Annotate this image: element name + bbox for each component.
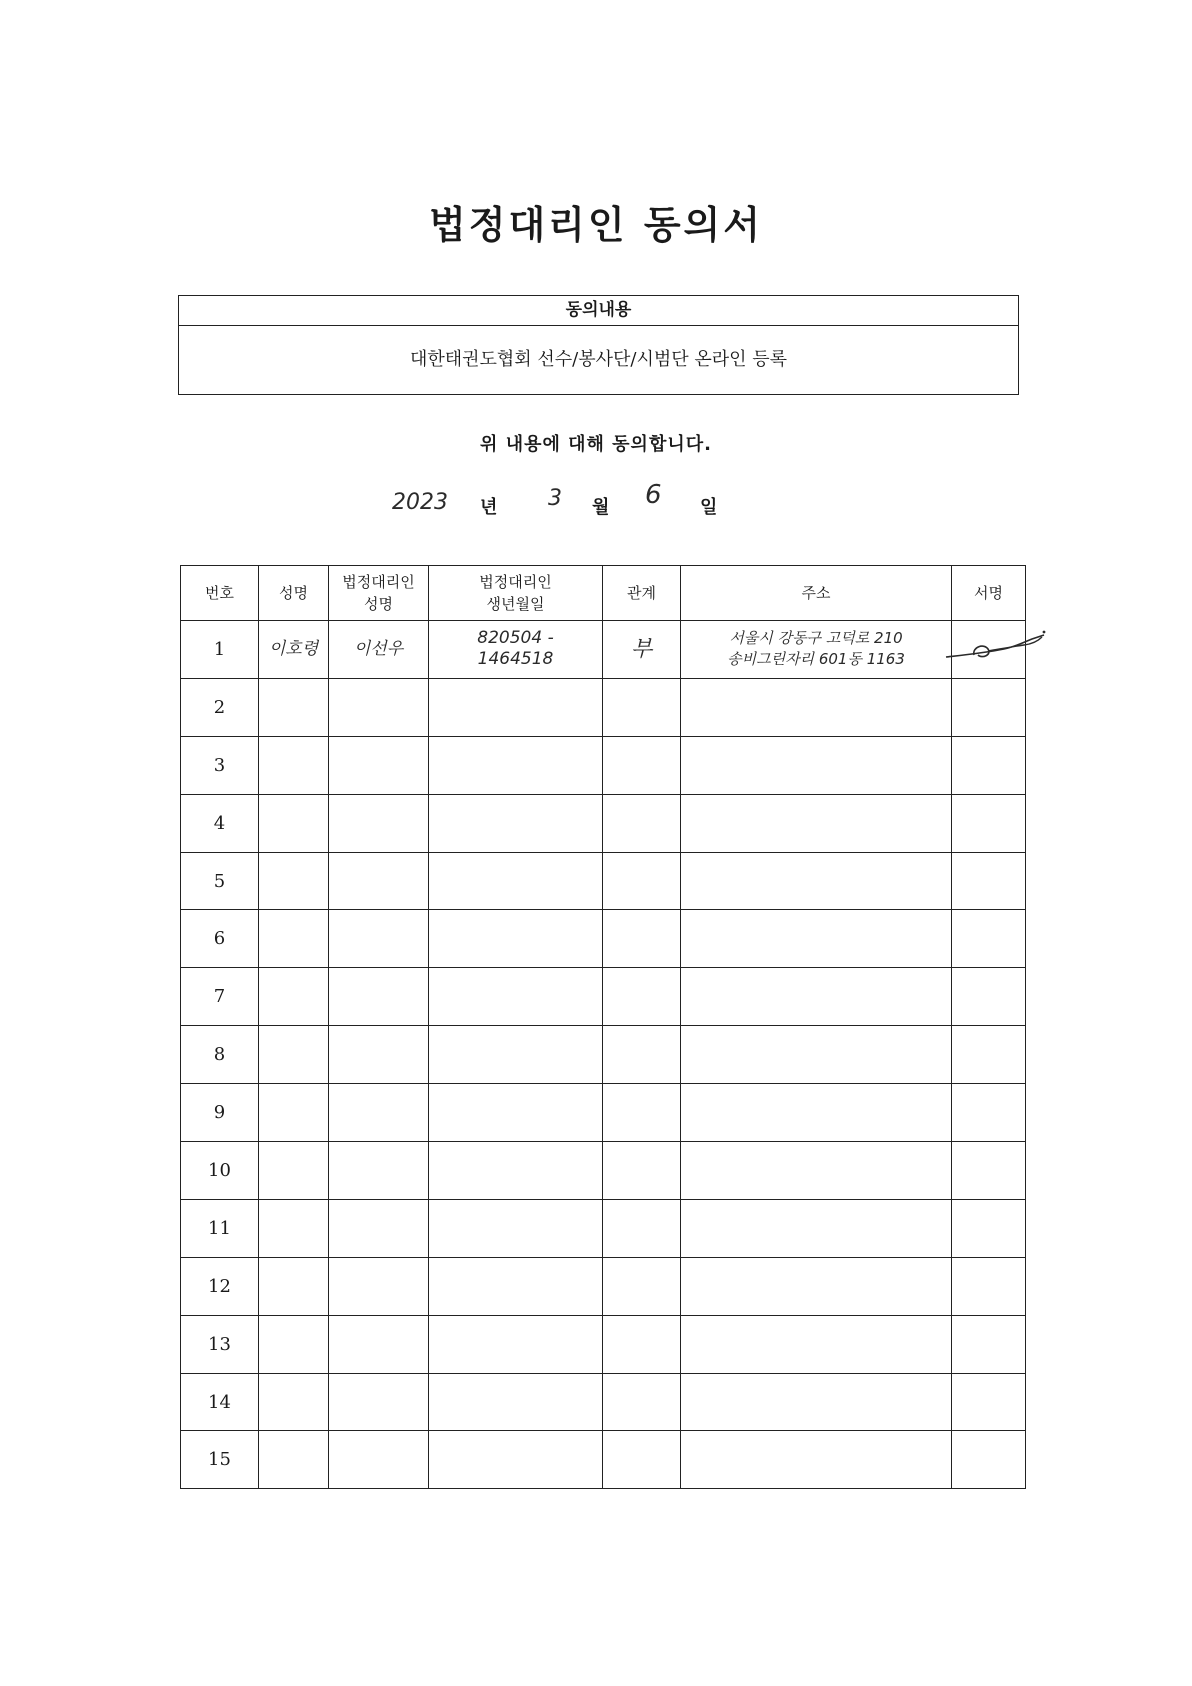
empty-cell bbox=[603, 910, 681, 968]
table-row bbox=[181, 910, 1026, 968]
address-line1: 서울시 강동구 고덕로 210 bbox=[729, 629, 903, 648]
row-number: 12 bbox=[181, 1257, 259, 1315]
empty-cell bbox=[952, 1199, 1026, 1257]
row-number: 8 bbox=[181, 1026, 259, 1084]
empty-cell bbox=[429, 968, 603, 1026]
empty-cell bbox=[329, 678, 429, 736]
empty-cell bbox=[259, 1199, 329, 1257]
address bbox=[681, 621, 952, 679]
empty-cell bbox=[259, 1373, 329, 1431]
date-day-value: 6 bbox=[645, 480, 662, 510]
empty-cell bbox=[429, 1199, 603, 1257]
empty-cell bbox=[681, 1026, 952, 1084]
empty-cell bbox=[952, 1026, 1026, 1084]
child-name: 이호령 bbox=[259, 621, 329, 679]
empty-cell bbox=[952, 910, 1026, 968]
row-number: 6 bbox=[181, 910, 259, 968]
row-number: 10 bbox=[181, 1142, 259, 1200]
table-row bbox=[181, 1084, 1026, 1142]
handwritten-signature bbox=[944, 625, 1054, 675]
empty-cell bbox=[603, 1142, 681, 1200]
empty-cell bbox=[429, 1431, 603, 1489]
empty-cell bbox=[603, 852, 681, 910]
header-signature: 서명 bbox=[952, 566, 1026, 621]
empty-cell bbox=[329, 1199, 429, 1257]
empty-cell bbox=[603, 1026, 681, 1084]
empty-cell bbox=[259, 1257, 329, 1315]
empty-cell bbox=[603, 1431, 681, 1489]
empty-cell bbox=[681, 1431, 952, 1489]
header-guardian-name-line2: 성명 bbox=[364, 595, 393, 613]
empty-cell bbox=[259, 1142, 329, 1200]
empty-cell bbox=[603, 968, 681, 1026]
date-month-unit: 월 bbox=[592, 497, 610, 518]
empty-cell bbox=[952, 678, 1026, 736]
row-number: 1 bbox=[181, 621, 259, 679]
empty-cell bbox=[952, 736, 1026, 794]
empty-cell bbox=[952, 852, 1026, 910]
table-row bbox=[181, 1142, 1026, 1200]
empty-cell bbox=[603, 736, 681, 794]
guardian-birth-line2: 1464518 bbox=[477, 649, 554, 670]
row-number: 9 bbox=[181, 1084, 259, 1142]
empty-cell bbox=[329, 736, 429, 794]
empty-cell bbox=[681, 910, 952, 968]
consent-body: 대한태권도협회 선수/봉사단/시범단 온라인 등록 bbox=[409, 349, 788, 370]
date-line bbox=[0, 480, 1192, 530]
empty-cell bbox=[952, 1373, 1026, 1431]
empty-cell bbox=[259, 678, 329, 736]
empty-cell bbox=[329, 1431, 429, 1489]
row-number: 15 bbox=[181, 1431, 259, 1489]
empty-cell bbox=[329, 1142, 429, 1200]
empty-cell bbox=[259, 968, 329, 1026]
empty-cell bbox=[681, 852, 952, 910]
empty-cell bbox=[952, 1142, 1026, 1200]
empty-cell bbox=[429, 1026, 603, 1084]
guardian-birth-line1: 820504 - bbox=[477, 628, 554, 649]
table-row bbox=[181, 1373, 1026, 1431]
table-row bbox=[181, 678, 1026, 736]
empty-cell bbox=[259, 852, 329, 910]
empty-cell bbox=[952, 1257, 1026, 1315]
empty-cell bbox=[952, 1315, 1026, 1373]
empty-cell bbox=[681, 1199, 952, 1257]
empty-cell bbox=[329, 1373, 429, 1431]
date-month-value: 3 bbox=[548, 486, 562, 511]
empty-cell bbox=[681, 1257, 952, 1315]
empty-cell bbox=[952, 1431, 1026, 1489]
table-row bbox=[181, 1257, 1026, 1315]
header-name: 성명 bbox=[259, 566, 329, 621]
date-year-value: 2023 bbox=[392, 490, 448, 515]
empty-cell bbox=[429, 794, 603, 852]
empty-cell bbox=[429, 1257, 603, 1315]
guardian-table bbox=[180, 565, 1026, 1489]
empty-cell bbox=[329, 968, 429, 1026]
empty-cell bbox=[603, 1373, 681, 1431]
date-year-unit: 년 bbox=[480, 497, 498, 518]
row-number: 7 bbox=[181, 968, 259, 1026]
empty-cell bbox=[429, 1084, 603, 1142]
header-guardian-birth-line2: 생년월일 bbox=[486, 595, 545, 613]
header-address: 주소 bbox=[681, 566, 952, 621]
guardian-birth bbox=[429, 621, 603, 679]
row-number: 13 bbox=[181, 1315, 259, 1373]
row-number: 2 bbox=[181, 678, 259, 736]
relation: 부 bbox=[603, 621, 681, 679]
row-number: 11 bbox=[181, 1199, 259, 1257]
empty-cell bbox=[259, 1431, 329, 1489]
empty-cell bbox=[429, 1142, 603, 1200]
empty-cell bbox=[681, 1084, 952, 1142]
header-guardian-birth bbox=[429, 566, 603, 621]
address-line2: 송비그린자리 601동 1163 bbox=[727, 650, 905, 669]
header-relation: 관계 bbox=[603, 566, 681, 621]
empty-cell bbox=[329, 794, 429, 852]
row-number: 14 bbox=[181, 1373, 259, 1431]
empty-cell bbox=[429, 1315, 603, 1373]
empty-cell bbox=[259, 1026, 329, 1084]
header-guardian-name bbox=[329, 566, 429, 621]
empty-cell bbox=[429, 736, 603, 794]
table-row bbox=[181, 736, 1026, 794]
table-row bbox=[181, 1199, 1026, 1257]
empty-cell bbox=[259, 736, 329, 794]
empty-cell bbox=[681, 794, 952, 852]
table-row bbox=[181, 1315, 1026, 1373]
empty-cell bbox=[603, 678, 681, 736]
empty-cell bbox=[259, 910, 329, 968]
row-number: 4 bbox=[181, 794, 259, 852]
consent-box bbox=[178, 295, 1019, 395]
empty-cell bbox=[329, 1257, 429, 1315]
table-header-row bbox=[181, 566, 1026, 621]
table-row bbox=[181, 621, 1026, 679]
empty-cell bbox=[681, 1142, 952, 1200]
empty-cell bbox=[429, 678, 603, 736]
header-no: 번호 bbox=[181, 566, 259, 621]
empty-cell bbox=[429, 910, 603, 968]
empty-cell bbox=[681, 968, 952, 1026]
empty-cell bbox=[329, 852, 429, 910]
empty-cell bbox=[952, 1084, 1026, 1142]
empty-cell bbox=[603, 1257, 681, 1315]
table-row bbox=[181, 968, 1026, 1026]
empty-cell bbox=[952, 794, 1026, 852]
header-guardian-birth-line1: 법정대리인 bbox=[479, 573, 552, 591]
table-row bbox=[181, 852, 1026, 910]
empty-cell bbox=[429, 852, 603, 910]
agree-statement: 위 내용에 대해 동의합니다. bbox=[480, 434, 712, 455]
empty-cell bbox=[259, 1084, 329, 1142]
table-row bbox=[181, 1431, 1026, 1489]
empty-cell bbox=[603, 794, 681, 852]
empty-cell bbox=[329, 910, 429, 968]
consent-header: 동의내용 bbox=[179, 296, 1018, 326]
header-guardian-name-line1: 법정대리인 bbox=[342, 573, 415, 591]
empty-cell bbox=[952, 968, 1026, 1026]
empty-cell bbox=[429, 1373, 603, 1431]
date-day-unit: 일 bbox=[700, 497, 718, 518]
empty-cell bbox=[603, 1199, 681, 1257]
empty-cell bbox=[681, 1315, 952, 1373]
empty-cell bbox=[329, 1026, 429, 1084]
empty-cell bbox=[259, 794, 329, 852]
table-row bbox=[181, 1026, 1026, 1084]
empty-cell bbox=[681, 1373, 952, 1431]
empty-cell bbox=[603, 1084, 681, 1142]
empty-cell bbox=[681, 736, 952, 794]
empty-cell bbox=[329, 1084, 429, 1142]
row-number: 3 bbox=[181, 736, 259, 794]
signature-cell bbox=[952, 621, 1026, 679]
empty-cell bbox=[681, 678, 952, 736]
table-row bbox=[181, 794, 1026, 852]
guardian-name: 이선우 bbox=[329, 621, 429, 679]
empty-cell bbox=[603, 1315, 681, 1373]
row-number: 5 bbox=[181, 852, 259, 910]
document-title: 법정대리인 동의서 bbox=[429, 203, 763, 247]
empty-cell bbox=[329, 1315, 429, 1373]
empty-cell bbox=[259, 1315, 329, 1373]
